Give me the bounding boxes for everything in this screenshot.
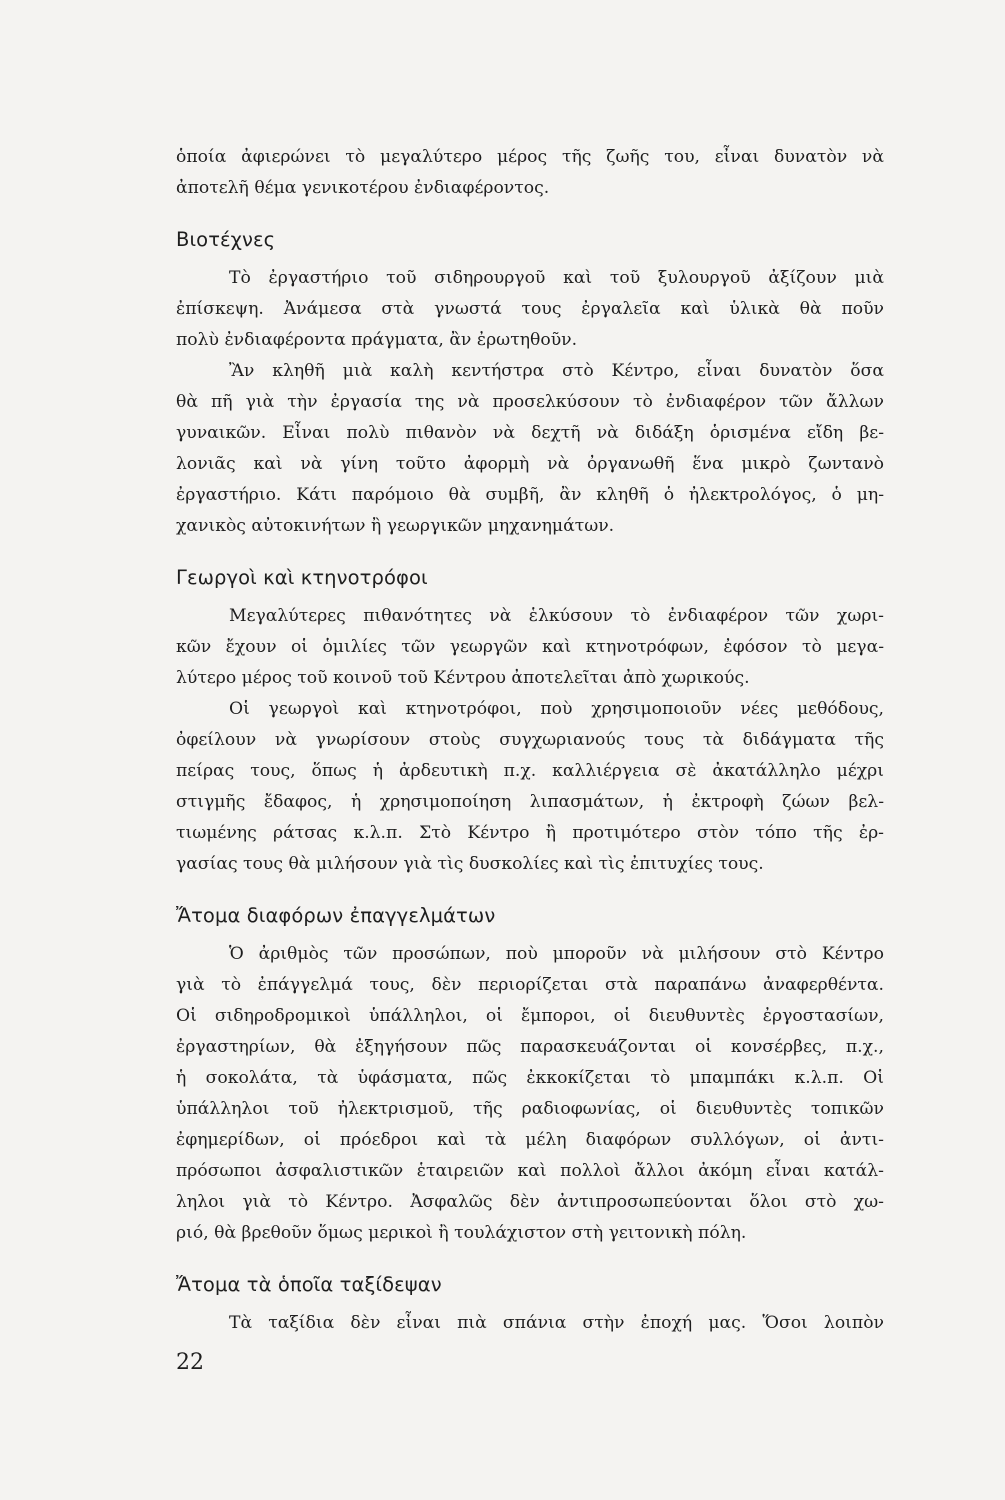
text-line: ἀποτελῆ θέμα γενικοτέρου ἐνδιαφέροντος. xyxy=(176,178,550,198)
text-line: Μεγαλύτερες πιθανότητες νὰ ἑλκύσουν τὸ ἐνδιαφέρον τῶν χωρι- xyxy=(229,606,884,626)
text-line: στιγμῆς ἔδαφος, ἡ χρησιμοποίηση λιπασμάτων, ἡ ἐκτροφὴ ζώων βελ- xyxy=(176,792,884,812)
page-number: 22 xyxy=(176,1350,204,1375)
text-line: Οἱ σιδηροδρομικοὶ ὑπάλληλοι, οἱ ἔμποροι, οἱ διευθυντὲς ἐργοστασίων, xyxy=(176,1006,884,1026)
text-line: ὁποία ἀφιερώνει τὸ μεγαλύτερο μέρος τῆς ζωῆς του, εἶναι δυνατὸν νὰ xyxy=(176,147,884,167)
text-line: Τὸ ἐργαστήριο τοῦ σιδηρουργοῦ καὶ τοῦ ξυλουργοῦ ἀξίζουν μιὰ xyxy=(229,268,884,288)
text-line: Τὰ ταξίδια δὲν εἶναι πιὰ σπάνια στὴν ἐποχή μας. Ὅσοι λοιπὸν xyxy=(229,1313,884,1333)
document-page xyxy=(176,142,884,1339)
text-line: ἐφημερίδων, οἱ πρόεδροι καὶ τὰ μέλη διαφόρων συλλόγων, οἱ ἀντι- xyxy=(176,1130,884,1150)
text-line: γιὰ τὸ ἐπάγγελμά τους, δὲν περιορίζεται στὰ παραπάνω ἀναφερθέντα. xyxy=(176,975,884,995)
text-line: ἐργαστηρίων, θὰ ἐξηγήσουν πῶς παρασκευάζονται οἱ κονσέρβες, π.χ., xyxy=(176,1037,884,1057)
text-line: ἐπίσκεψη. Ἀνάμεσα στὰ γνωστά τους ἐργαλεῖα καὶ ὑλικὰ θὰ ποῦν xyxy=(176,299,884,319)
text-line: λονιᾶς καὶ νὰ γίνη τοῦτο ἀφορμὴ νὰ ὀργανωθῆ ἕνα μικρὸ ζωντανὸ xyxy=(176,454,884,474)
body-paragraph xyxy=(176,939,884,1249)
body-paragraph xyxy=(176,263,884,356)
text-line: ἐργαστήριο. Κάτι παρόμοιο θὰ συμβῆ, ἂν κληθῆ ὁ ἠλεκτρολόγος, ὁ μη- xyxy=(176,485,884,505)
text-line: ὀφείλουν νὰ γνωρίσουν στοὺς συγχωριανούς τους τὰ διδάγματα τῆς xyxy=(176,730,884,750)
text-line: ἡ σοκολάτα, τὰ ὑφάσματα, πῶς ἐκκοκίζεται τὸ μπαμπάκι κ.λ.π. Οἱ xyxy=(176,1068,884,1088)
text-line: χανικὸς αὐτοκινήτων ἢ γεωργικῶν μηχανημάτων. xyxy=(176,516,615,536)
text-line: πείρας τους, ὅπως ἡ ἀρδευτικὴ π.χ. καλλιέργεια σὲ ἀκατάλληλο μέχρι xyxy=(176,761,884,781)
body-paragraph xyxy=(176,694,884,880)
text-line: γασίας τους θὰ μιλήσουν γιὰ τὶς δυσκολίες καὶ τὶς ἐπιτυχίες τους. xyxy=(176,854,764,874)
opening-paragraph xyxy=(176,142,884,204)
section-heading: Γεωργοὶ καὶ κτηνοτρόφοι xyxy=(176,566,428,589)
body-paragraph xyxy=(176,601,884,694)
text-line: Ἂν κληθῆ μιὰ καλὴ κεντήστρα στὸ Κέντρο, εἶναι δυνατὸν ὅσα xyxy=(229,361,884,381)
section-heading: Ἄτομα διαφόρων ἐπαγγελμάτων xyxy=(176,904,496,927)
section-heading: Βιοτέχνες xyxy=(176,228,276,251)
text-line: ριό, θὰ βρεθοῦν ὅμως μερικοὶ ἢ τουλάχιστον στὴ γειτονικὴ πόλη. xyxy=(176,1223,747,1243)
text-line: λύτερο μέρος τοῦ κοινοῦ τοῦ Κέντρου ἀποτελεῖται ἀπὸ χωρικούς. xyxy=(176,668,750,688)
text-line: ληλοι γιὰ τὸ Κέντρο. Ἀσφαλῶς δὲν ἀντιπροσωπεύονται ὅλοι στὸ χω- xyxy=(176,1192,884,1212)
text-line: τιωμένης ράτσας κ.λ.π. Στὸ Κέντρο ἢ προτιμότερο στὸν τόπο τῆς ἐρ- xyxy=(176,823,884,843)
text-line: πρόσωποι ἀσφαλιστικῶν ἑταιρειῶν καὶ πολλοὶ ἄλλοι ἀκόμη εἶναι κατάλ- xyxy=(176,1161,884,1181)
text-line: θὰ πῆ γιὰ τὴν ἐργασία της νὰ προσελκύσουν τὸ ἐνδιαφέρον τῶν ἄλλων xyxy=(176,392,884,412)
text-line: Οἱ γεωργοὶ καὶ κτηνοτρόφοι, ποὺ χρησιμοποιοῦν νέες μεθόδους, xyxy=(229,699,884,719)
text-line: κῶν ἔχουν οἱ ὁμιλίες τῶν γεωργῶν καὶ κτηνοτρόφων, ἐφόσον τὸ μεγα- xyxy=(176,637,884,657)
text-line: πολὺ ἐνδιαφέροντα πράγματα, ἂν ἐρωτηθοῦν. xyxy=(176,330,578,350)
body-paragraph xyxy=(176,1308,884,1339)
text-line: ὑπάλληλοι τοῦ ἠλεκτρισμοῦ, τῆς ραδιοφωνίας, οἱ διευθυντὲς τοπικῶν xyxy=(176,1099,884,1119)
text-line: Ὁ ἀριθμὸς τῶν προσώπων, ποὺ μποροῦν νὰ μιλήσουν στὸ Κέντρο xyxy=(229,944,884,964)
section-heading: Ἄτομα τὰ ὁποῖα ταξίδεψαν xyxy=(176,1273,442,1296)
text-line: γυναικῶν. Εἶναι πολὺ πιθανὸν νὰ δεχτῆ νὰ διδάξη ὁρισμένα εἴδη βε- xyxy=(176,423,884,443)
body-paragraph xyxy=(176,356,884,542)
